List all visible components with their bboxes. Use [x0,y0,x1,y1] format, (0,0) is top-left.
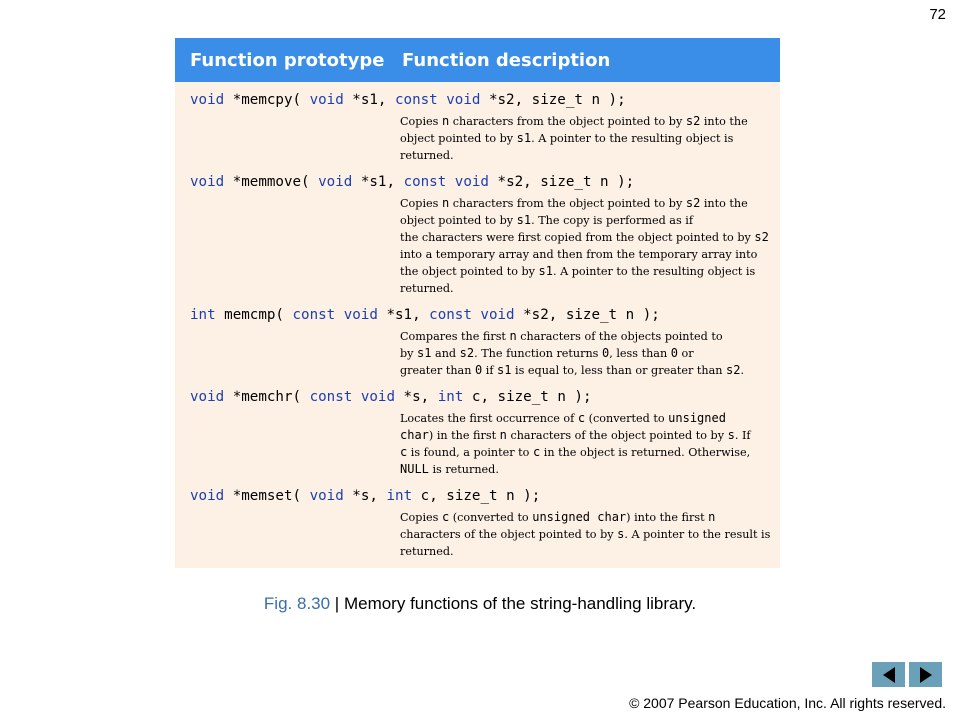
prototype-keyword: const void [429,307,515,323]
prototype-keyword: void [190,174,225,190]
prototype-keyword: void [190,488,225,504]
description-line [400,444,780,461]
function-prototype [190,486,780,506]
function-table [175,38,780,568]
description-text: is found, a pointer to [407,446,533,459]
code-term: s1 [497,363,512,377]
prototype-text: *s2, size_t n ); [480,92,626,108]
figure-number: Fig. 8.30 [263,594,331,613]
description-text: object pointed to by [400,214,517,227]
prototype-text: *memcpy( [224,92,310,108]
prototype-text: *memchr( [224,389,310,405]
description-text: the object pointed to by [400,265,539,278]
prototype-keyword: int [190,307,216,323]
prototype-text: *memset( [224,488,310,504]
code-term: s2 [685,114,701,128]
description-text: Locates the first occurrence of [400,412,578,425]
code-term: NULL [400,462,429,476]
code-term: n [499,428,507,442]
code-term: char [400,428,429,442]
prototype-keyword: void [190,389,225,405]
description-text: . [740,364,745,377]
code-term: 0 [670,346,678,360]
code-term: s1 [417,346,432,360]
code-term: s [727,428,735,442]
description-text: (converted to [585,412,669,425]
function-description [400,113,780,164]
description-line [400,543,780,560]
description-text: . The copy is performed as if [531,214,693,227]
description-text: is returned. [428,463,499,476]
slide-navigation [872,662,942,687]
description-text: . A pointer to the result is [624,528,771,541]
code-term: c [400,445,408,459]
prototype-keyword: void [318,174,353,190]
prototype-text: *s1, [352,174,404,190]
description-text: or [677,347,694,360]
description-text: and [431,347,460,360]
description-text: returned. [400,545,454,558]
code-term: n [509,329,517,343]
code-term: s1 [516,213,532,227]
prototype-text: *s2, size_t n ); [514,307,660,323]
description-text: ) into the first [626,511,709,524]
code-term: s [617,527,625,541]
description-line [400,113,780,130]
description-text: . A pointer to the resulting object is [531,132,734,145]
description-text: is equal to, less than or greater than [511,364,727,377]
function-entry [175,305,780,379]
description-line [400,147,780,164]
description-text: (converted to [449,511,533,524]
description-line [400,526,780,543]
description-line [400,345,780,362]
description-line [400,461,780,478]
description-line [400,246,780,263]
left-arrow-icon [883,667,895,683]
description-line [400,263,780,280]
caption-separator: | [330,594,344,613]
code-term: s2 [459,346,475,360]
code-term: s1 [538,264,553,278]
code-term: n [441,114,450,128]
function-prototype [190,305,780,325]
description-line [400,212,780,229]
code-term: c [577,411,586,425]
description-line [400,195,780,212]
function-description [400,509,780,560]
description-text: . The function returns [474,347,602,360]
description-text: characters of the objects pointed to [516,330,723,343]
right-arrow-icon [920,667,932,683]
description-text: by [400,347,418,360]
prototype-keyword: const void [395,92,481,108]
description-line [400,509,780,526]
caption-text: Memory functions of the string-handling library. [343,594,697,613]
function-prototype [190,90,780,110]
prototype-keyword: void [190,92,225,108]
code-term: 0 [474,363,483,377]
description-text: greater than [400,364,475,377]
figure-caption [0,594,960,614]
description-text: ) in the first [428,429,500,442]
prototype-text: memcmp( [215,307,293,323]
function-description [400,195,780,297]
table-header [175,38,780,82]
description-text: . A pointer to the resulting object is [552,265,756,278]
description-line [400,427,780,444]
function-entry [175,90,780,164]
description-text: into the [700,197,748,210]
description-text: Copies [400,511,442,524]
code-term: c [532,445,541,459]
description-line [400,328,780,345]
function-description [400,328,780,379]
description-text: in the object is returned. Otherwise, [540,446,751,459]
description-text: returned. [400,282,454,295]
prototype-keyword: const void [292,307,378,323]
description-text: . If [734,429,751,442]
code-term: n [708,510,716,524]
description-text: if [482,364,498,377]
previous-slide-button[interactable] [872,662,905,687]
description-text: , less than [609,347,671,360]
description-text: returned. [400,149,454,162]
prototype-text: *s2, size_t n ); [488,174,635,190]
description-text: into the [700,115,748,128]
code-term: unsigned char [532,510,627,524]
description-text: Copies [400,197,442,210]
description-text: Copies [400,115,442,128]
function-entries [175,90,780,560]
prototype-keyword: const void [403,174,489,190]
code-term: s2 [726,363,741,377]
description-line [400,410,780,427]
function-entry [175,172,780,297]
description-text: Compares the first [400,330,510,343]
description-line [400,229,780,246]
code-term: s1 [516,131,532,145]
prototype-text: *s1, [377,307,430,323]
prototype-text: *memmove( [224,174,319,190]
code-term: c [441,510,450,524]
description-text: into a temporary array and then from the temporary array into [400,248,758,261]
prototype-text: c, size_t n ); [412,488,541,504]
function-prototype [190,172,780,192]
function-description [400,410,780,478]
function-prototype [190,387,780,407]
prototype-text: c, size_t n ); [463,389,592,405]
prototype-text: *s, [343,488,387,504]
prototype-keyword: void [309,92,344,108]
prototype-keyword: int [437,389,464,405]
description-text: characters of the object pointed to by [400,528,618,541]
description-line [400,362,780,379]
code-term: s2 [685,196,701,210]
prototype-keyword: const void [309,389,396,405]
prototype-keyword: int [386,488,413,504]
prototype-text: *s1, [343,92,396,108]
prototype-text: *s, [395,389,438,405]
header-prototype: Function prototype [190,49,385,71]
description-text: characters of the object pointed to by [506,429,728,442]
description-text: object pointed to by [400,132,517,145]
description-line [400,280,780,297]
function-entry [175,387,780,478]
code-term: unsigned [668,411,726,425]
description-text: characters from the object pointed to by [449,197,686,210]
prototype-keyword: void [309,488,344,504]
description-line [400,130,780,147]
description-text: the characters were first copied from the object pointed to by [400,231,755,244]
copyright-notice: © 2007 Pearson Education, Inc. All rights reserved. [629,695,946,711]
code-term: 0 [601,346,610,360]
code-term: s2 [754,230,769,244]
description-text: characters from the object pointed to by [449,115,686,128]
next-slide-button[interactable] [909,662,942,687]
function-entry [175,486,780,560]
code-term: n [441,196,450,210]
header-description: Function description [402,49,611,71]
page-number: 72 [929,6,946,23]
